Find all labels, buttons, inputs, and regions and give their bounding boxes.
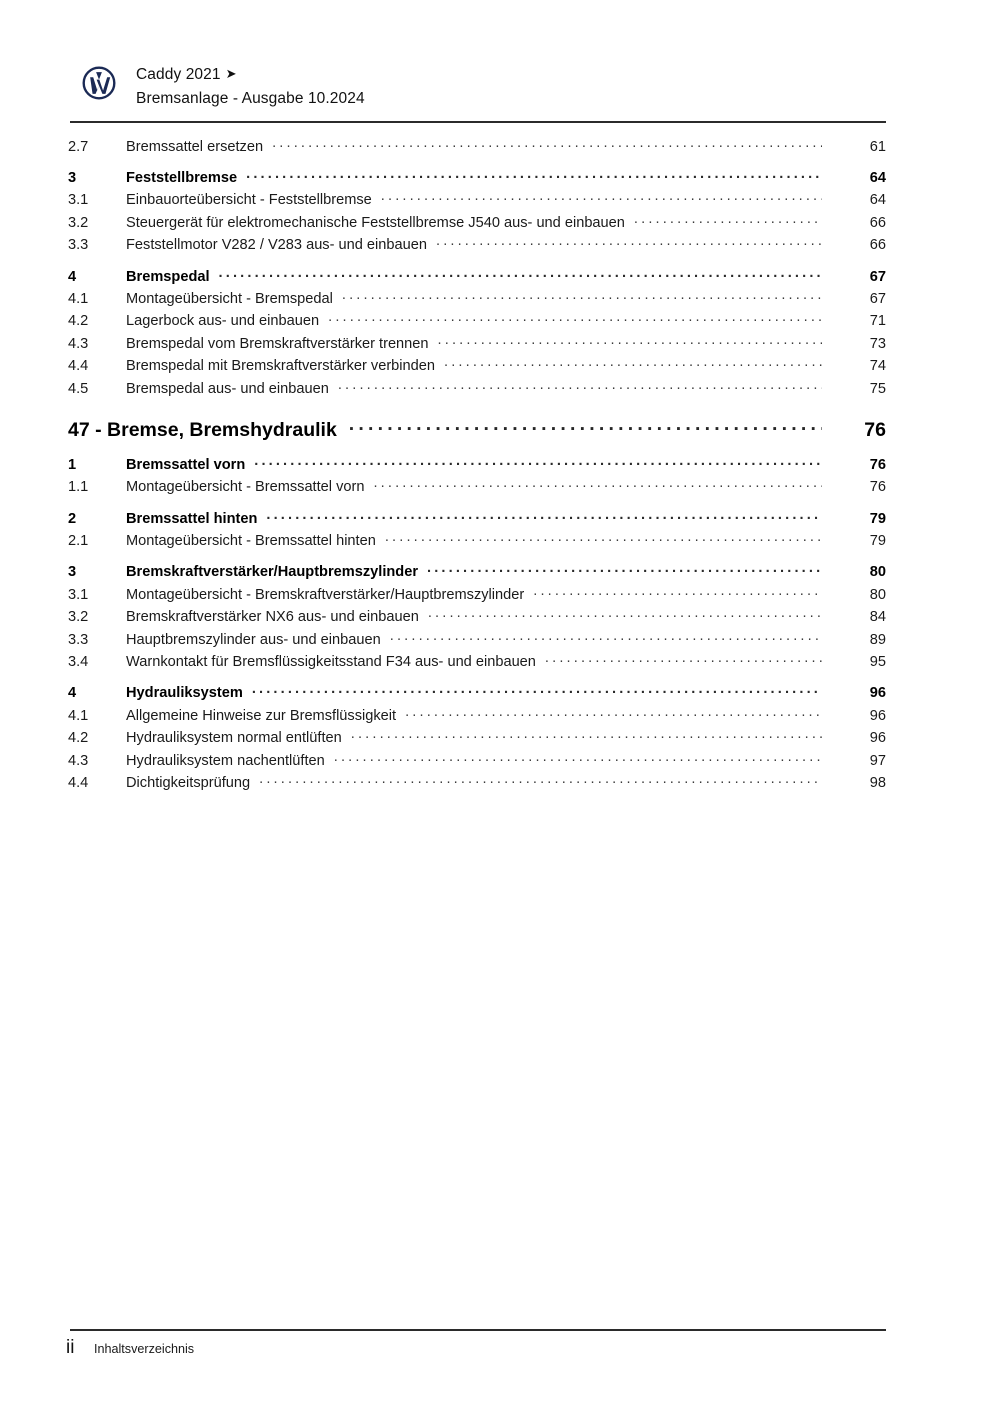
toc-entry-row[interactable]	[68, 356, 886, 378]
page-folio: ii	[66, 1337, 75, 1358]
toc-entry-row[interactable]	[68, 311, 886, 333]
toc-leader-dots	[334, 750, 822, 765]
toc-entry-page: 80	[869, 586, 886, 603]
toc-entry-page: 64	[869, 192, 886, 209]
toc-entry-title: Feststellbremse	[126, 169, 238, 186]
toc-chapter-row[interactable]	[68, 416, 886, 446]
toc-entry-row[interactable]	[68, 508, 886, 530]
toc-entry-row[interactable]	[68, 266, 886, 288]
toc-leader-dots	[342, 288, 822, 303]
toc-entry-number: 1	[68, 456, 77, 473]
vw-logo	[82, 66, 116, 100]
toc-entry-number: 4.2	[68, 313, 89, 330]
toc-entry-row[interactable]	[68, 235, 886, 257]
toc-entry-title: Montageübersicht - Bremskraftverstärker/Hauptbremszylinder	[126, 586, 525, 603]
toc-entry-page: 71	[869, 313, 886, 330]
toc-leader-dots	[438, 333, 822, 348]
toc-entry-row[interactable]	[68, 136, 886, 158]
toc-entry-title: Bremskraftverstärker NX6 aus- und einbauen	[126, 609, 419, 626]
toc-entry-page: 80	[869, 564, 886, 581]
toc-entry-title: Hydrauliksystem	[126, 685, 243, 702]
toc-entry-page: 74	[869, 358, 886, 375]
toc-leader-dots	[252, 683, 822, 698]
toc-entry-row[interactable]	[68, 454, 886, 476]
toc-leader-dots	[444, 356, 822, 371]
toc-leader-dots	[266, 508, 822, 523]
toc-leader-dots	[428, 607, 822, 622]
toc-entry-title: Hydrauliksystem nachentlüften	[126, 752, 325, 769]
toc-entry-title: Steuergerät für elektromechanische Feststellbremse J540 aus- und einbauen	[126, 214, 625, 231]
toc-leader-dots	[351, 728, 822, 743]
toc-entry-page: 96	[869, 707, 886, 724]
table-of-contents	[68, 136, 886, 795]
toc-entry-number: 4.3	[68, 752, 89, 769]
toc-leader-dots	[634, 212, 822, 227]
toc-entry-number: 4	[68, 685, 77, 702]
toc-entry-row[interactable]	[68, 728, 886, 750]
toc-entry-title: Bremspedal	[126, 268, 210, 285]
toc-entry-page: 66	[869, 237, 886, 254]
toc-leader-dots	[328, 311, 822, 326]
toc-leader-dots	[405, 705, 822, 720]
toc-entry-number: 3	[68, 169, 77, 186]
toc-entry-page: 76	[864, 418, 886, 441]
toc-entry-page: 76	[869, 479, 886, 496]
toc-entry-page: 95	[869, 654, 886, 671]
toc-entry-row[interactable]	[68, 607, 886, 629]
toc-entry-number: 4.2	[68, 730, 89, 747]
document-footer	[66, 1337, 194, 1359]
toc-entry-row[interactable]	[68, 772, 886, 794]
toc-entry-title: Lagerbock aus- und einbauen	[126, 313, 320, 330]
toc-entry-row[interactable]	[68, 190, 886, 212]
footer-label: Inhaltsverzeichnis	[94, 1342, 195, 1356]
toc-entry-row[interactable]	[68, 477, 886, 499]
toc-entry-title: Bremssattel vorn	[126, 456, 246, 473]
toc-entry-row[interactable]	[68, 683, 886, 705]
toc-entry-row[interactable]	[68, 584, 886, 606]
toc-entry-number: 3.2	[68, 214, 89, 231]
toc-leader-dots	[436, 235, 822, 250]
toc-entry-page: 61	[869, 138, 886, 155]
header-model-line	[136, 62, 365, 87]
toc-entry-page: 97	[869, 752, 886, 769]
toc-entry-row[interactable]	[68, 750, 886, 772]
toc-entry-page: 64	[869, 169, 886, 186]
toc-entry-page: 75	[869, 380, 886, 397]
toc-entry-number: 3.2	[68, 609, 89, 626]
toc-entry-title: Bremspedal vom Bremskraftverstärker trennen	[126, 335, 429, 352]
toc-entry-number: 4.4	[68, 774, 89, 791]
toc-entry-title: Einbauorteübersicht - Feststellbremse	[126, 192, 372, 209]
toc-entry-title: Bremskraftverstärker/Hauptbremszylinder	[126, 564, 419, 581]
header-title-block	[136, 62, 365, 111]
toc-entry-title: Bremssattel ersetzen	[126, 138, 264, 155]
toc-entry-page: 76	[869, 456, 886, 473]
toc-entry-title: Bremspedal mit Bremskraftverstärker verbinden	[126, 358, 436, 375]
toc-leader-dots	[427, 562, 822, 577]
toc-entry-page: 84	[869, 609, 886, 626]
toc-entry-page: 67	[869, 268, 886, 285]
toc-entry-title: Montageübersicht - Bremspedal	[126, 290, 333, 307]
toc-entry-number: 4.4	[68, 358, 89, 375]
toc-entry-number: 2.1	[68, 533, 89, 550]
toc-entry-title: 47 - Bremse, Bremshydraulik	[68, 418, 337, 441]
document-header	[70, 62, 886, 124]
toc-leader-dots	[545, 651, 822, 666]
toc-leader-dots	[246, 167, 822, 182]
toc-entry-title: Montageübersicht - Bremssattel vorn	[126, 479, 365, 496]
footer-divider	[70, 1329, 886, 1331]
toc-entry-page: 89	[869, 631, 886, 648]
toc-entry-number: 2.7	[68, 138, 89, 155]
toc-entry-title: Hauptbremszylinder aus- und einbauen	[126, 631, 381, 648]
toc-entry-title: Allgemeine Hinweise zur Bremsflüssigkeit	[126, 707, 397, 724]
toc-entry-number: 3.3	[68, 631, 89, 648]
toc-entry-row[interactable]	[68, 333, 886, 355]
toc-leader-dots	[219, 266, 822, 281]
toc-entry-page: 96	[869, 685, 886, 702]
toc-entry-row[interactable]	[68, 562, 886, 584]
toc-entry-row[interactable]	[68, 288, 886, 310]
toc-entry-page: 67	[869, 290, 886, 307]
toc-entry-row[interactable]	[68, 378, 886, 400]
toc-leader-dots	[381, 190, 822, 205]
toc-entry-page: 96	[869, 730, 886, 747]
toc-leader-dots	[254, 454, 822, 469]
header-model: Caddy 2021	[136, 66, 221, 83]
toc-entry-number: 3.1	[68, 192, 89, 209]
toc-entry-title: Bremspedal aus- und einbauen	[126, 380, 329, 397]
toc-entry-title: Dichtigkeitsprüfung	[126, 774, 251, 791]
toc-entry-page: 66	[869, 214, 886, 231]
toc-entry-title: Hydrauliksystem normal entlüften	[126, 730, 342, 747]
toc-entry-number: 3.4	[68, 654, 89, 671]
toc-entry-page: 98	[869, 774, 886, 791]
toc-entry-row[interactable]	[68, 212, 886, 234]
toc-leader-dots	[272, 136, 822, 151]
toc-entry-number: 4	[68, 268, 77, 285]
toc-entry-number: 4.3	[68, 335, 89, 352]
toc-leader-dots	[373, 477, 822, 492]
arrow-right-icon: ➤	[225, 66, 237, 81]
toc-entry-number: 4.5	[68, 380, 89, 397]
toc-entry-number: 3	[68, 564, 77, 581]
header-subtitle: Bremsanlage - Ausgabe 10.2024	[136, 90, 365, 107]
toc-entry-page: 79	[869, 510, 886, 527]
toc-entry-row[interactable]	[68, 705, 886, 727]
toc-entry-page: 73	[869, 335, 886, 352]
toc-entry-row[interactable]	[68, 651, 886, 673]
toc-entry-title: Bremssattel hinten	[126, 510, 258, 527]
toc-entry-number: 3.3	[68, 237, 89, 254]
toc-entry-title: Feststellmotor V282 / V283 aus- und einbauen	[126, 237, 427, 254]
toc-entry-title: Montageübersicht - Bremssattel hinten	[126, 533, 376, 550]
toc-leader-dots	[349, 416, 822, 436]
toc-entry-number: 4.1	[68, 290, 89, 307]
toc-leader-dots	[385, 530, 822, 545]
toc-entry-row[interactable]	[68, 530, 886, 552]
toc-leader-dots	[390, 629, 822, 644]
toc-entry-page: 79	[869, 533, 886, 550]
toc-leader-dots	[259, 772, 822, 787]
toc-entry-number: 1.1	[68, 479, 89, 496]
toc-entry-number: 2	[68, 510, 77, 527]
toc-leader-dots	[533, 584, 822, 599]
toc-entry-number: 4.1	[68, 707, 89, 724]
toc-entry-row[interactable]	[68, 629, 886, 651]
header-divider	[70, 121, 886, 123]
toc-entry-title: Warnkontakt für Bremsflüssigkeitsstand F34 aus- und einbauen	[126, 654, 536, 671]
toc-entry-row[interactable]	[68, 167, 886, 189]
toc-leader-dots	[338, 378, 822, 393]
toc-entry-number: 3.1	[68, 586, 89, 603]
